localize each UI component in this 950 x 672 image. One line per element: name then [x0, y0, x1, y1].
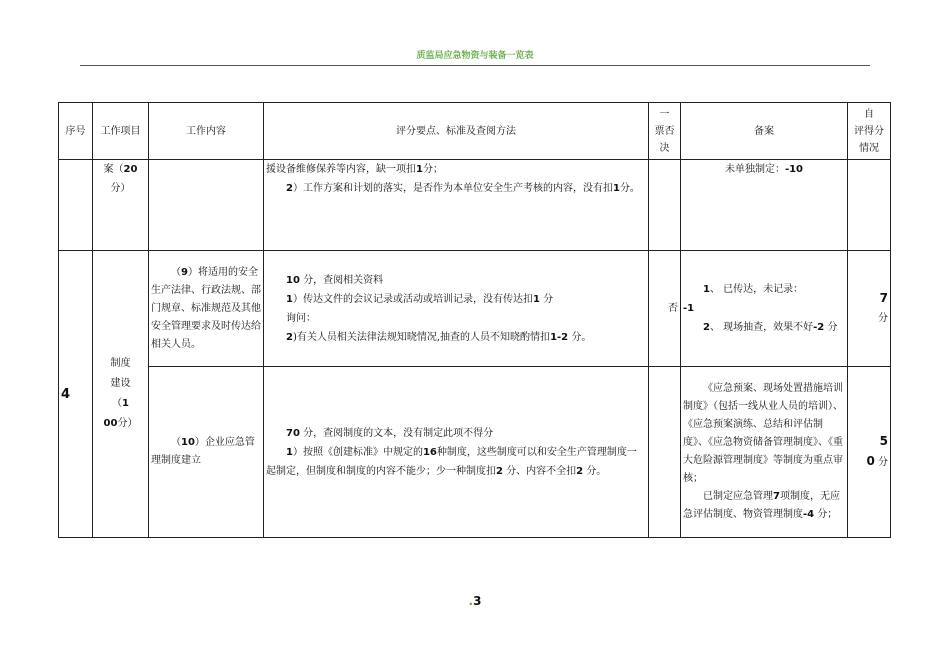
content-text: （ — [171, 266, 181, 278]
criteria-text: 分； — [422, 164, 443, 175]
criteria-text: )有关人员相关法律法规知晓情况,抽查的人员不知晓酌情扣 — [292, 331, 551, 343]
remark-number: 1 — [703, 284, 710, 295]
header-veto-line1: 一 — [659, 108, 670, 120]
content-text: （ — [171, 437, 181, 448]
remark-line — [683, 318, 845, 337]
remark-line: -1 — [683, 303, 695, 314]
veto-value: 否 — [668, 303, 678, 314]
row-number: 4 — [61, 386, 71, 402]
header-self — [848, 103, 891, 160]
remark-text: 、 已传达，未记录： — [709, 284, 804, 295]
cell-self — [848, 367, 891, 538]
header-item: 工作项目 — [93, 103, 149, 160]
self-unit: 分 — [878, 313, 888, 324]
criteria-number: 10 — [286, 274, 300, 286]
page-number-value: 3 — [473, 594, 482, 608]
content-number: 10 — [181, 437, 195, 448]
cell-remark — [681, 367, 848, 538]
cell-content — [149, 367, 264, 538]
criteria-line: 询问： — [286, 312, 316, 324]
content-text: ）企业应急管理制度建立 — [151, 437, 255, 466]
header-rule — [80, 65, 870, 66]
criteria-number: 1 — [286, 446, 293, 458]
header-content: 工作内容 — [149, 103, 264, 160]
cell-item — [93, 251, 149, 538]
item-score: 20 — [123, 164, 138, 175]
header-veto-line2: 票否 — [654, 125, 675, 137]
item-text: 建设 — [110, 378, 131, 389]
criteria-text: 分。 — [586, 465, 607, 477]
table-row — [59, 160, 891, 251]
criteria-line — [266, 179, 646, 198]
remark-number: -2 — [813, 322, 825, 333]
item-text: 制度 — [110, 358, 131, 369]
remark-number: -4 — [803, 509, 815, 520]
remark-number: 7 — [773, 491, 780, 502]
cell-self — [848, 160, 891, 251]
criteria-line — [266, 328, 646, 347]
cell-veto — [649, 160, 681, 251]
remark-line — [683, 488, 845, 524]
criteria-text: 援设备维修保养等内容，缺一项扣 — [266, 164, 416, 175]
criteria-text: 分。 — [619, 183, 640, 194]
cell-criteria — [264, 367, 649, 538]
self-unit: 分 — [878, 457, 888, 468]
cell-self — [848, 251, 891, 367]
content-text: ）将适用的安全生产法律、行政法规、部门规章、标准规范及其他安全管理要求及时传达给相关人员。 — [151, 266, 261, 350]
criteria-number: 1 — [286, 293, 293, 305]
criteria-line — [266, 160, 646, 179]
page-header-title: 质监局应急物资与装备一览表 — [416, 51, 534, 61]
criteria-line — [266, 271, 646, 290]
header-self-line2: 评得分 — [854, 125, 884, 137]
header-no: 序号 — [59, 103, 93, 160]
remark-number: -10 — [784, 164, 804, 175]
criteria-text: 种制度，这些制度可以和安全生产管理制度一起制定，但制度和制度的内容不能少；少一种制度扣 — [266, 446, 637, 477]
item-score: 1 — [122, 398, 129, 409]
content-number: 9 — [181, 266, 188, 278]
criteria-number: 2 — [576, 465, 584, 477]
criteria-line — [266, 424, 646, 443]
header-self-line1: 自 — [864, 108, 874, 120]
cell-content — [149, 160, 264, 251]
header-veto-line3: 决 — [659, 142, 670, 154]
item-text: （ — [112, 398, 123, 409]
cell-content — [149, 251, 264, 367]
cell-veto — [649, 251, 681, 367]
table-header-row — [59, 103, 891, 160]
header-remark: 备案 — [681, 103, 848, 160]
item-score: 00 — [103, 418, 118, 429]
table-row — [59, 367, 891, 538]
criteria-line — [266, 290, 646, 309]
remark-text: 已制定应急管理 — [703, 491, 773, 502]
item-unit: 分） — [117, 418, 138, 429]
criteria-number: 1 — [532, 293, 540, 305]
cell-no — [59, 251, 93, 538]
criteria-number: 16 — [422, 446, 437, 458]
criteria-number: 1-2 — [550, 331, 569, 343]
criteria-text: 分，查阅制度的文本，没有制定此项不得分 — [303, 427, 494, 439]
cell-criteria — [264, 160, 649, 251]
header-self-line3: 情况 — [859, 142, 879, 154]
remark-text: 分 — [827, 322, 838, 333]
remark-line: 《应急预案、现场处置措施培训制度》（包括一线从业人员的培训）、《应急预案演练、总结和评估制度》、《应急物资储备管理制度》、《重大危险源管理制度》等制度为重点审核； — [683, 383, 843, 484]
criteria-number: 1 — [416, 164, 423, 175]
criteria-text: 分，查阅相关资料 — [303, 274, 384, 286]
criteria-number: 2 — [496, 465, 503, 477]
criteria-text: 分 — [543, 293, 554, 305]
cell-remark — [681, 160, 848, 251]
criteria-text: ）传达文件的会议记录或活动或培训记录，没有传达扣 — [292, 293, 533, 305]
cell-veto — [649, 367, 681, 538]
evaluation-table — [58, 102, 891, 538]
remark-text: 分； — [817, 509, 838, 520]
table-row — [59, 251, 891, 367]
criteria-text: 分。 — [571, 331, 592, 343]
criteria-number: 2 — [286, 183, 293, 194]
criteria-text: ）工作方案和计划的落实，是否作为本单位安全生产考核的内容，没有扣 — [292, 183, 613, 194]
cell-remark — [681, 251, 848, 367]
page-number — [0, 594, 950, 608]
criteria-number: 70 — [286, 427, 300, 439]
cell-item — [93, 160, 149, 251]
criteria-text: 分、内容不全扣 — [506, 465, 577, 477]
criteria-text: ）按照《创建标准》中规定的 — [292, 446, 423, 458]
cell-no — [59, 160, 93, 251]
self-score: 0 — [866, 454, 875, 468]
header-veto — [649, 103, 681, 160]
criteria-number: 1 — [612, 183, 620, 194]
remark-text: 项制度，无应急评估制度、物资管理制度 — [683, 491, 840, 520]
item-text: 案（ — [103, 164, 124, 175]
header-criteria: 评分要点、标准及查阅方法 — [264, 103, 649, 160]
self-score: 7 — [879, 291, 888, 305]
page-number-dot: . — [468, 594, 474, 608]
remark-number: 2 — [703, 322, 710, 333]
criteria-number: 2 — [286, 331, 293, 343]
criteria-line — [266, 443, 646, 481]
item-unit: 分） — [110, 183, 131, 194]
remark-text: 、 现场抽查，效果不好 — [709, 322, 814, 333]
self-score: 5 — [879, 434, 888, 448]
remark-text: 未单独制定： — [724, 164, 785, 175]
cell-criteria — [264, 251, 649, 367]
remark-line — [683, 280, 845, 299]
